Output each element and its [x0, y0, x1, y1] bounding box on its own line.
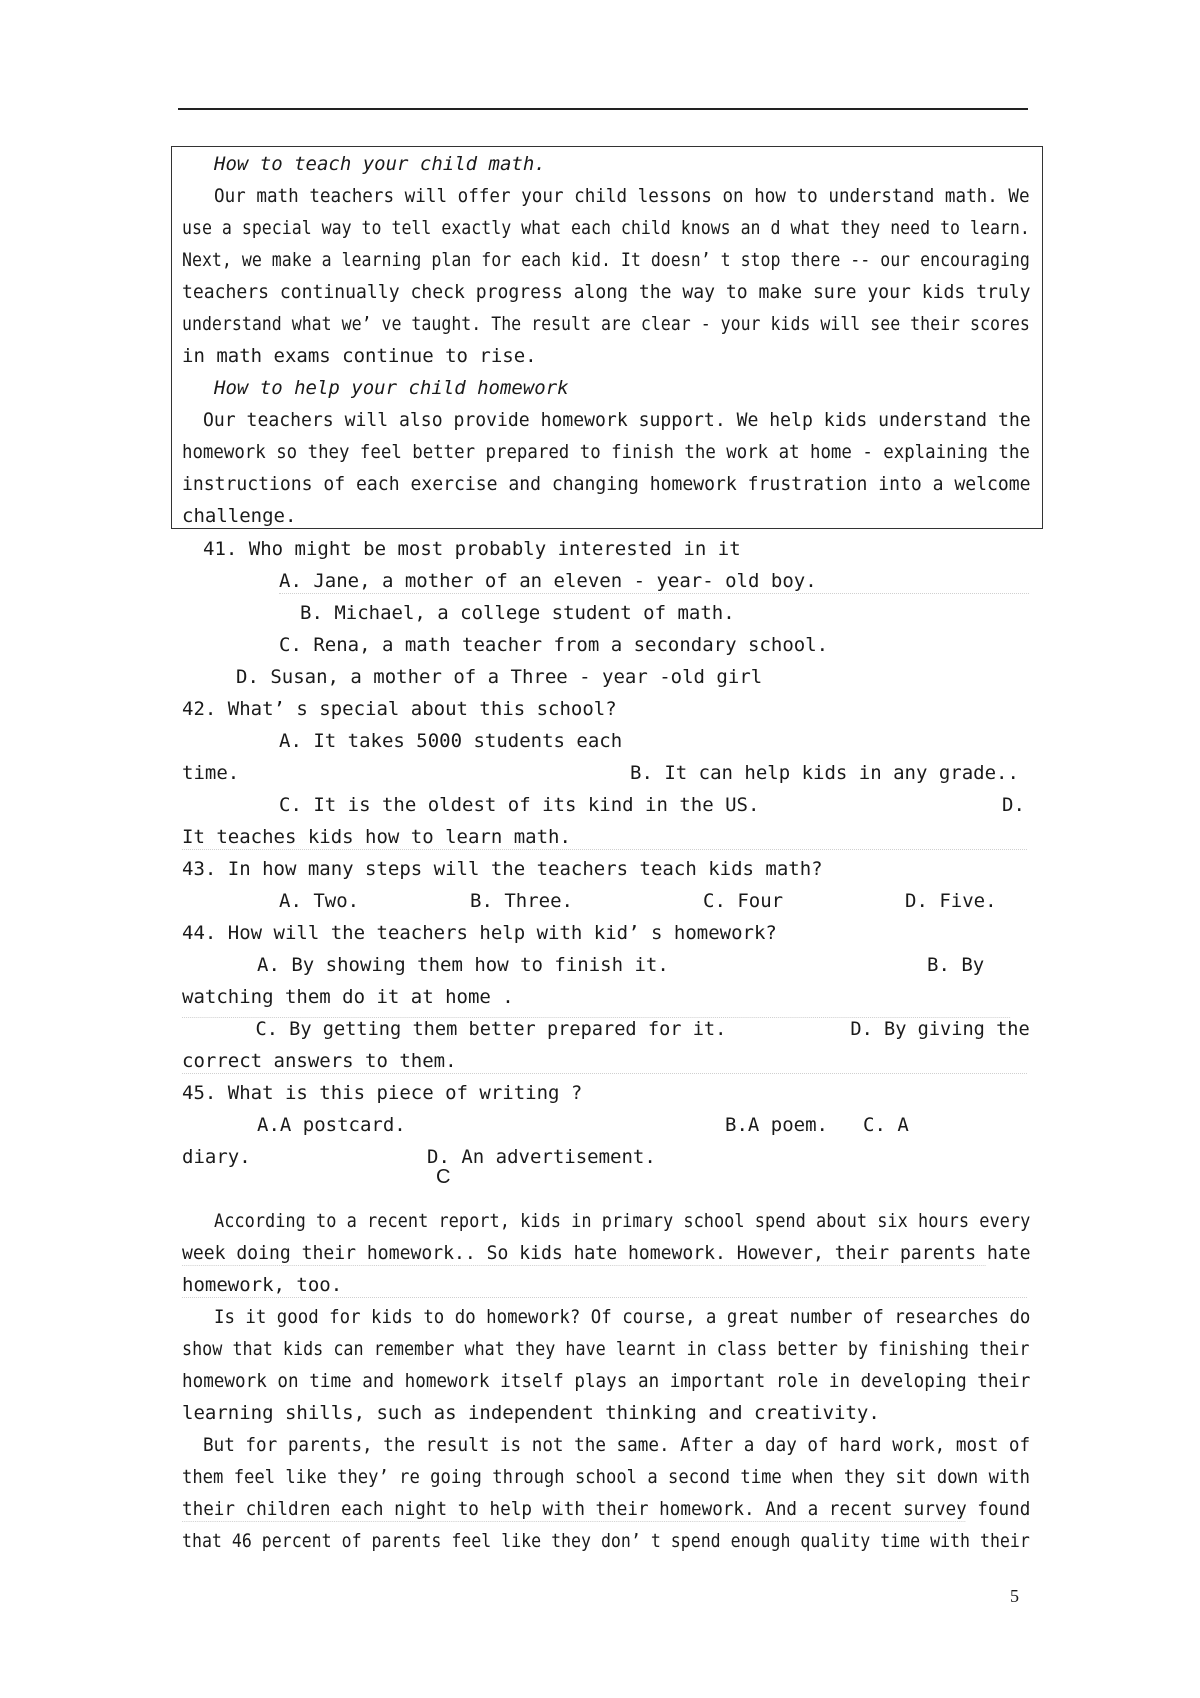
question-43-option-c: C. Four	[703, 890, 784, 912]
question-42-stem: 42. What’ s special about this school?	[182, 698, 617, 720]
question-45-stem: 45. What is this piece of writing ?	[182, 1082, 583, 1104]
question-44-option-d: D. By giving the	[850, 1018, 1030, 1040]
section-c-para3-line: their children each night to help with their homework. And a recent survey found	[182, 1498, 1031, 1520]
question-43-option-a: A. Two.	[279, 890, 360, 912]
question-43-option-b: B. Three.	[470, 890, 573, 912]
question-44-option-d-cont: correct answers to them.	[182, 1049, 1027, 1074]
ad-para2-line: Our teachers will also provide homework support. We help kids understand the	[203, 409, 1031, 431]
question-42-option-b: B. It can help kids in any grade..	[630, 762, 1019, 784]
header-rule	[178, 108, 1028, 110]
question-45-option-a: A.A postcard.	[257, 1114, 406, 1136]
question-44-option-c: C. By getting them better prepared for it.	[255, 1018, 727, 1040]
section-c-para3-line: them feel like they’ re going through school a second time when they sit down with	[182, 1466, 1030, 1488]
section-c-para3-line: But for parents, the result is not the same. After a day of hard work, most of	[203, 1434, 1031, 1456]
question-41-option-b: B. Michael, a college student of math.	[300, 602, 735, 624]
question-44-option-b: B. By	[927, 954, 985, 976]
ad-heading-teach: How to teach your child math.	[214, 153, 546, 175]
question-41-option-c: C. Rena, a math teacher from a secondary school.	[279, 634, 829, 656]
ad-para1-line: teachers continually check progress along the way to make sure your kids truly	[182, 281, 1031, 303]
question-44-stem: 44. How will the teachers help with kid’ s homework?	[182, 922, 777, 944]
section-c-para3-line: that 46 percent of parents feel like they don’ t spend enough quality time with their	[182, 1530, 1030, 1552]
section-c-para2-line: homework on time and homework itself plays an important role in developing their	[182, 1370, 1031, 1392]
section-c-para1-line: homework, too.	[182, 1273, 1027, 1298]
ad-para2-line: challenge.	[182, 505, 297, 527]
question-43-stem: 43. In how many steps will the teachers teach kids math?	[182, 858, 823, 880]
section-c-label: C	[436, 1166, 451, 1188]
page-number: 5	[1010, 1586, 1019, 1606]
question-45-option-b: B.A poem.	[725, 1114, 828, 1136]
ad-para1-line: Our math teachers will offer your child lessons on how to understand math. We	[214, 185, 1030, 207]
ad-para1-line: use a special way to tell exactly what each child knows an d what they need to learn.	[182, 217, 1030, 239]
question-42-option-a: A. It takes 5000 students each	[279, 730, 623, 752]
question-42-option-d-cont: It teaches kids how to learn math.	[182, 825, 1027, 850]
ad-para1-line: in math exams continue to rise.	[182, 345, 537, 367]
question-44-option-a: A. By showing them how to finish it.	[257, 954, 669, 976]
question-44-options-cd-row	[182, 1017, 1030, 1040]
ad-para2-line: homework so they feel better prepared to finish the work at home - explaining the	[182, 441, 1030, 463]
question-42-option-d: D.	[1002, 794, 1025, 816]
question-45-option-c-cont: diary.	[182, 1146, 251, 1168]
question-44-option-b-cont: watching them do it at home .	[182, 986, 514, 1008]
section-c-para1-line: According to a recent report, kids in primary school spend about six hours every	[214, 1210, 1031, 1232]
ad-para1-line: Next, we make a learning plan for each kid. It doesn’ t stop there -- our encouraging	[182, 249, 1030, 271]
question-41-stem: 41. Who might be most probably interested in it	[203, 538, 741, 560]
question-42-option-c: C. It is the oldest of its kind in the US.	[279, 794, 760, 816]
section-c-para2-line: Is it good for kids to do homework? Of course, a great number of researches do	[214, 1306, 1031, 1328]
question-45-option-c: C. A	[863, 1114, 909, 1136]
question-41-option-a: A. Jane, a mother of an eleven - year- old boy.	[279, 569, 1029, 594]
question-43-option-d: D. Five.	[905, 890, 997, 912]
section-c-para2-line: show that kids can remember what they have learnt in class better by finishing their	[182, 1338, 1030, 1360]
ad-para2-line: instructions of each exercise and changing homework frustration into a welcome	[182, 473, 1031, 495]
question-45-option-d: D. An advertisement.	[427, 1146, 656, 1168]
section-c-para1-line: week doing their homework.. So kids hate homework. However, their parents hate	[182, 1242, 1031, 1264]
question-42-option-a-cont: time.	[182, 762, 240, 784]
question-41-option-d: D. Susan, a mother of a Three - year -old girl	[236, 666, 763, 688]
section-c-para2-line: learning shills, such as independent thinking and creativity.	[182, 1402, 880, 1424]
ad-heading-homework: How to help your child homework	[214, 377, 569, 399]
ad-para1-line: understand what we’ ve taught. The result are clear - your kids will see their scores	[182, 313, 1030, 335]
